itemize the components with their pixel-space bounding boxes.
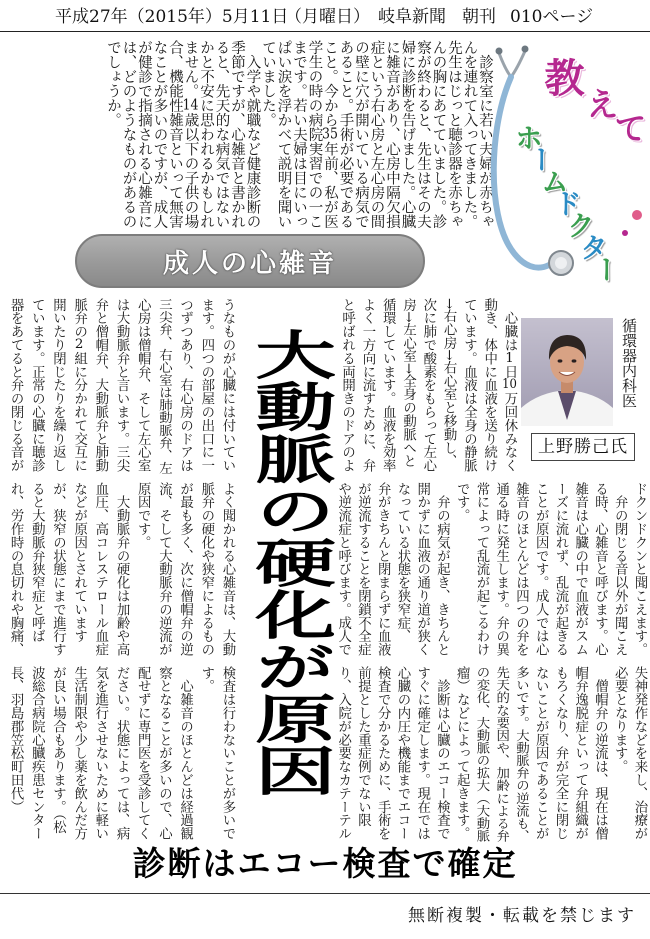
text-column: でしょうか。	[105, 40, 121, 127]
text-column: 流、そして大動脈弁の逆流が	[156, 482, 172, 657]
text-column: 房→左心室→全身の動脈へと	[400, 298, 416, 468]
text-column: なっている状態を狭窄症、	[395, 482, 410, 643]
text-column: ことが原因です。成人では心	[533, 482, 549, 657]
logo-char: え	[581, 87, 620, 120]
text-column: る時、心雑音と呼びます。心	[592, 482, 608, 657]
footer-rule	[0, 893, 650, 894]
text-column: が最も多く、次に僧帽弁の逆	[177, 482, 193, 657]
text-column: 必要となります。	[612, 666, 628, 774]
text-column: の壁に穴が開いている病気で	[353, 40, 369, 229]
text-column: →右心房→右心室と移動し、	[441, 298, 457, 468]
logo-char: タ	[576, 233, 609, 261]
logo-char: ム	[537, 167, 570, 195]
text-column: 診断は心臓のエコー検査で	[434, 666, 450, 841]
text-column: つずつあり、右心房のドアは	[177, 298, 193, 473]
text-column: んの胸にあてていました。診	[430, 40, 447, 229]
body-text-block	[336, 298, 519, 474]
text-column: かと不安に思われるかもしれ	[198, 40, 214, 229]
text-column: よく聞かれる心雑音は、大動	[220, 482, 235, 657]
text-column: 脈弁の2組に分かれて交互に	[71, 298, 87, 473]
text-column: 症という右心房と左心房の間	[368, 40, 385, 229]
text-column: 長、羽島郡笠松町田代）	[8, 666, 24, 814]
text-column: 心房は僧帽弁、そして左心室	[135, 298, 151, 473]
text-column: 動き、体中に血液を送り続け	[481, 298, 497, 473]
text-column: ださい。状態によっては、病	[114, 666, 130, 841]
text-column: なことが多いのですが、成人	[151, 40, 168, 229]
text-column: 学生の時の病院実習での一こ	[306, 40, 323, 229]
text-column: ーズに流れず、乱流が起きる	[553, 482, 568, 657]
text-column: 雑音は心臓の中で血液がスム	[572, 482, 588, 657]
text-column: あること。手術が必要である	[337, 40, 354, 229]
text-column: などが原因とされています	[71, 482, 87, 643]
logo-char: ク	[563, 211, 596, 239]
text-column: 婦に診断を告げました。心臓	[399, 40, 416, 229]
text-column: の変化、大動脈の拡大（大動脈	[474, 666, 489, 842]
text-column: ています。正常の心臓に聴診	[29, 298, 45, 473]
text-column: 入学や就職など健康診断の	[244, 40, 261, 229]
text-column: 瘤）などによって起きます。	[454, 666, 470, 841]
text-column: り、入院が必要なカテーテル	[335, 666, 351, 841]
text-column: が逆流することを閉鎖不全症	[355, 482, 371, 657]
header-edition: 朝刊	[462, 7, 496, 27]
text-column: す。	[198, 666, 214, 693]
text-column: 循環しています。血液を効率	[380, 298, 396, 473]
logo-char: ホ	[511, 123, 544, 151]
logo-char: ー	[589, 255, 622, 283]
text-column: 診察室に若い夫婦が赤ちゃ	[477, 40, 493, 229]
text-column: 前提とした重症例でない限	[355, 666, 371, 827]
text-column: 通る時に発生します。弁の異	[493, 482, 509, 657]
text-column: 察となることが多いので、心	[156, 666, 172, 841]
text-column: 開かずに血液の通り道が狭く	[414, 482, 430, 657]
text-column: ています。血液は全身の静脈	[461, 298, 477, 473]
text-column: に雑音があり、心房中隔欠損	[384, 40, 400, 229]
author-title: 循環器内科医	[620, 318, 638, 408]
lead-text	[104, 40, 492, 232]
text-column: が、狭窄の状態にまで進行す	[50, 482, 66, 657]
text-column: 血圧、高コレステロール血症	[92, 482, 108, 657]
text-column: は、どのようなものがあるの	[120, 40, 137, 229]
text-column: と呼ばれる両開きのドアのよ	[339, 298, 355, 473]
text-column: こと。今から35年前、私が医	[322, 40, 338, 229]
text-column: ると、先天的な病気ではない	[213, 40, 230, 229]
text-column: 心臓の内圧や機能までエコー	[395, 666, 410, 841]
text-column: 先天的な要因や、加齢による弁	[493, 666, 509, 842]
logo-char: て	[609, 111, 648, 144]
main-headline: 大動脈の硬化が原因	[240, 328, 336, 796]
body-text-block	[5, 298, 238, 474]
text-column: 生活制限や少し薬を飲んだ方	[71, 666, 87, 841]
text-column: が健診で指摘される心雑音に	[136, 40, 152, 229]
text-column: ます。四つの部屋の出口に一	[198, 298, 214, 473]
text-column: が良い場合もあります。（松	[50, 666, 66, 834]
text-column: ないことが原因であることが	[533, 666, 549, 841]
text-column: れ、労作時の息切れや胸痛、	[8, 482, 24, 657]
text-column: 心雑音のほとんどは経過観	[177, 666, 193, 841]
header-page: 010ページ	[510, 7, 594, 27]
body-text-block	[5, 482, 238, 658]
text-column: 先生はじっと聴診器を赤ちゃ	[446, 40, 462, 229]
text-column: 合、機能性雑音といって無害	[167, 40, 183, 229]
text-column: ドクンドクンと聞こえます。	[632, 482, 647, 657]
text-column: 器をあてると弁の閉じる音が	[8, 298, 24, 473]
text-column: ていました。	[260, 40, 276, 127]
text-column: 検査は行わないことが多いで	[220, 666, 235, 841]
text-column: 季節ですが、心雑音と書かれ	[229, 40, 245, 229]
text-column: 検査で分かるために、手術を	[375, 666, 391, 841]
text-column: よく一方向に流すために、弁	[359, 298, 375, 473]
section-banner	[75, 234, 425, 288]
text-column: 弁がきちんと閉まらずに血液	[375, 482, 391, 657]
text-column: 三尖弁、右心室は肺動脈弁、左	[156, 298, 172, 474]
text-column: もろくなり、弁が完全に閉じ	[553, 666, 568, 841]
logo-char: ド	[550, 189, 583, 217]
text-column: や逆流症と呼びます。成人で	[335, 482, 351, 657]
text-column: 原因です。	[135, 482, 151, 549]
banner-title: 成人の心雑音	[162, 248, 337, 279]
author-photo	[521, 318, 613, 426]
text-column: 察が終わると、先生はその夫	[415, 40, 431, 229]
text-column: 弁と僧帽弁、大動脈弁と肺動	[92, 298, 108, 473]
text-column: 雑音のほとんどは四つの弁を	[513, 482, 529, 657]
text-column: ません。14歳以下の子供の場	[182, 40, 199, 229]
text-column: 常によって乱流が起こるわけ	[474, 482, 489, 657]
text-column: です。	[454, 482, 470, 523]
text-column: 多いです。大動脈弁の逆流も、	[513, 666, 529, 842]
text-column: 帽弁逸脱症といって弁組織が	[572, 666, 588, 841]
text-column: ると大動脈弁狭窄症と呼ば	[29, 482, 45, 643]
text-column: 大動脈弁の硬化は加齢や高	[114, 482, 130, 657]
text-column: 脈弁の硬化や狭窄によるもの	[198, 482, 214, 657]
text-column: 弁の閉じる音以外が聞こえ	[612, 482, 628, 657]
header-rule	[0, 31, 650, 32]
text-column: 弁の病気が起き、きちんと	[434, 482, 450, 657]
text-column: 失神発作などを来し、治療が	[632, 666, 647, 841]
text-column: 配せずに専門医を受診してく	[135, 666, 151, 841]
text-column: ぱい涙を浮かべて説明を聞い	[275, 40, 292, 229]
logo-home-doctor	[485, 35, 650, 290]
text-column: は大動脈弁と言います。三尖	[114, 298, 130, 473]
text-column: 開いたり閉じたりを繰り返し	[50, 298, 66, 473]
header-weekday: （月曜日）	[285, 7, 370, 27]
logo-char: ー	[524, 145, 557, 173]
text-column: 心臓は1日10万回休みなく	[502, 298, 517, 473]
text-column: んを連れて入ってきました。	[461, 40, 478, 229]
text-column: 気を進行させないために軽い	[92, 666, 108, 841]
text-column: 波総合病院心臓疾患センター	[29, 666, 45, 841]
text-column: 次に肺で酸素をもらって左心	[420, 298, 436, 473]
copyright-notice: 無断複製・転載を禁じます	[408, 906, 636, 926]
body-text-block	[333, 482, 649, 658]
header-date: 平成27年（2015年）5月11日	[55, 7, 289, 27]
sub-headline: 診断はエコー検査で確定	[132, 844, 518, 883]
text-column: うなものが心臓には付いてい	[220, 298, 235, 473]
text-column: 僧帽弁の逆流は、現在は僧	[592, 666, 608, 841]
logo-char: 教	[538, 57, 584, 97]
text-column: まです。若い夫婦は目にいっ	[291, 40, 307, 229]
text-column: すぐに確定します。現在では	[414, 666, 430, 841]
body-text-block	[5, 666, 238, 842]
header-newspaper: 岐阜新聞	[378, 7, 446, 27]
body-text-block	[333, 666, 649, 842]
author-name: 上野勝己氏	[531, 433, 635, 461]
